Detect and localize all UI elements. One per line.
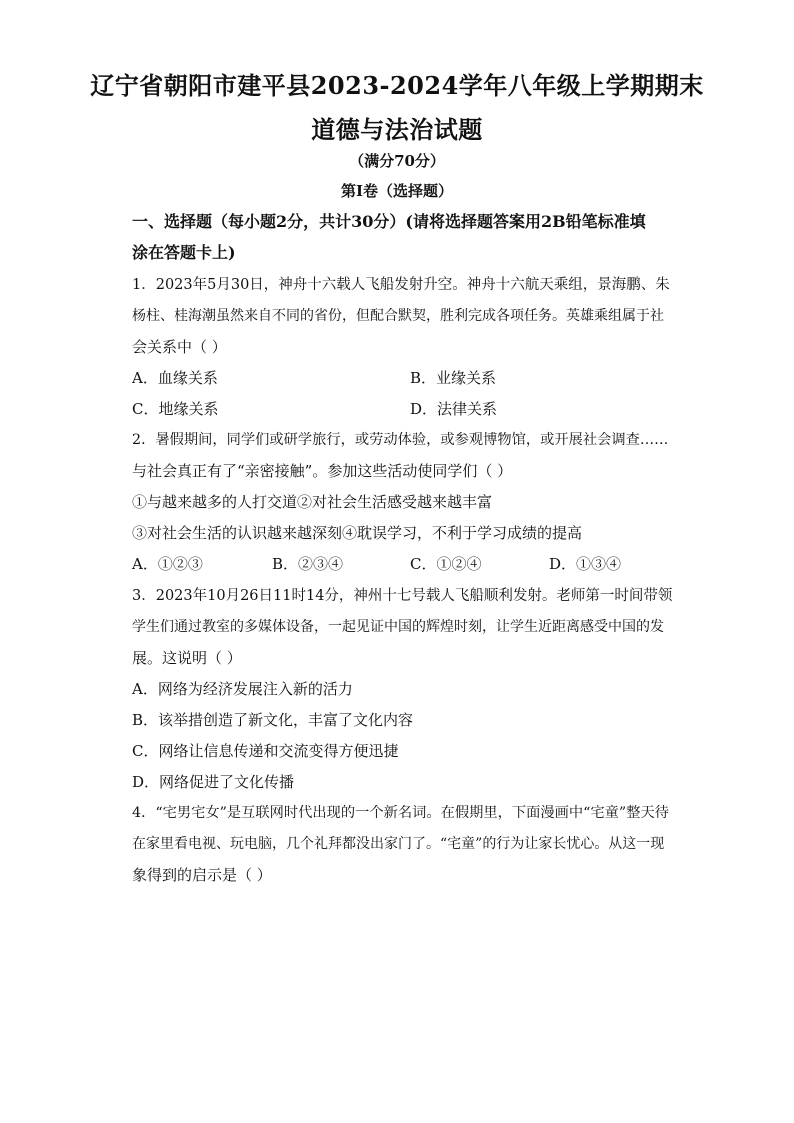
q1-line: 杨柱、桂海潮虽然来自不同的省份，但配合默契，胜利完成各项任务。英雄乘组属于社 [132, 308, 664, 324]
q3-option-d: D．网络促进了文化传播 [132, 773, 295, 791]
section-heading-line1: 一、选择题（每小题2分，共计30分）(请将选择题答案用2B铅笔标准填 [132, 212, 646, 231]
q1-option-c: C．地缘关系 [132, 400, 219, 418]
q2-option-a: A．①②③ [132, 555, 203, 573]
q2-statement: ①与越来越多的人打交道②对社会生活感受越来越丰富 [132, 493, 493, 511]
q2-line: 与社会真正有了“亲密接触”。参加这些活动使同学们（ ） [132, 462, 513, 480]
q3-option-c: C．网络让信息传递和交流变得方便迅捷 [132, 742, 399, 760]
q2-option-c: C．①②④ [410, 555, 482, 573]
q3-line: 展。这说明（ ） [132, 649, 242, 667]
q4-line: 象得到的启示是（ ） [132, 866, 272, 884]
q3-option-a: A．网络为经济发展注入新的活力 [132, 680, 353, 698]
volume-heading: 第Ⅰ卷（选择题） [340, 182, 454, 200]
section-heading-line2: 涂在答题卡上) [132, 243, 236, 262]
exam-title-line2: 道德与法治试题 [311, 115, 483, 144]
q4-line: 在家里看电视、玩电脑，几个礼拜都没出家门了。“宅童”的行为让家长忧心。从这一现 [132, 836, 665, 852]
q3-line: 3．2023年10月26日11时14分，神州十七号载人飞船顺利发射。老师第一时间带领 [132, 588, 673, 604]
q1-option-d: D．法律关系 [410, 400, 498, 418]
q3-option-b: B．该举措创造了新文化，丰富了文化内容 [132, 711, 414, 729]
q2-line: 2．暑假期间，同学们或研学旅行，或劳动体验，或参观博物馆，或开展社会调查…… [132, 432, 669, 448]
q2-option-b: B．②③④ [272, 555, 344, 573]
q4-line: 4．“宅男宅女”是互联网时代出现的一个新名词。在假期里，下面漫画中“宅童”整天待 [132, 805, 669, 821]
q2-option-d: D．①③④ [549, 555, 622, 573]
q1-line: 会关系中（ ） [132, 338, 227, 356]
full-score-note: （满分70分） [349, 152, 445, 170]
exam-title-line1: 辽宁省朝阳市建平县2023-2024学年八年级上学期期末 [90, 71, 704, 100]
q2-statement: ③对社会生活的认识越来越深刻④耽误学习，不利于学习成绩的提高 [132, 524, 583, 542]
q3-line: 学生们通过教室的多媒体设备，一起见证中国的辉煌时刻，让学生近距离感受中国的发 [132, 619, 664, 635]
q1-option-b: B．业缘关系 [410, 369, 497, 387]
q1-option-a: A．血缘关系 [132, 369, 218, 387]
q1-line: 1．2023年5月30日，神舟十六载人飞船发射升空。神舟十六航天乘组，景海鹏、朱 [132, 277, 670, 293]
